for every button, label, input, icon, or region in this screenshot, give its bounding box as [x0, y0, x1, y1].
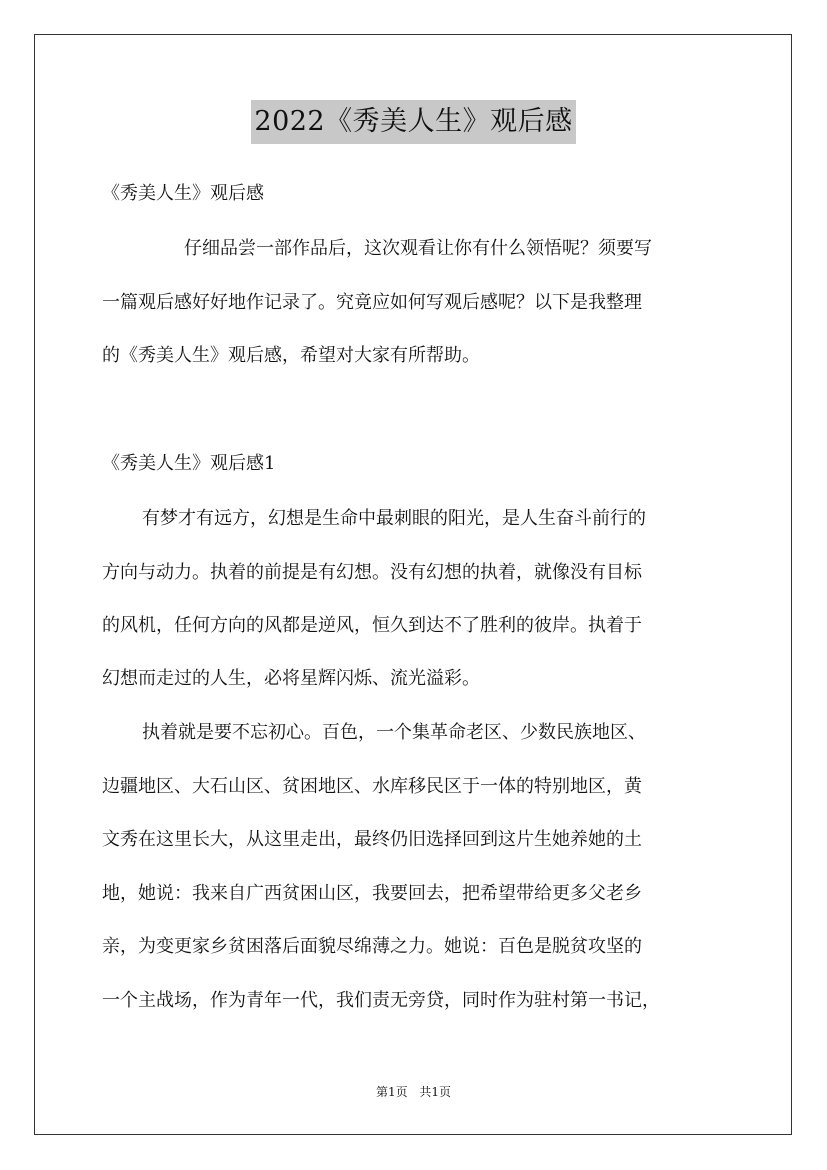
intro-line: 的《秀美人生》观后感，希望对大家有所帮助。	[102, 345, 480, 366]
paragraph-line: 幻想而走过的人生，必将星辉闪烁、流光溢彩。	[102, 668, 480, 689]
intro-line: 一篇观后感好好地作记录了。究竟应如何写观后感呢？以下是我整理	[102, 292, 642, 313]
title-container	[0, 100, 827, 144]
paragraph-line: 地，她说：我来自广西贫困山区，我要回去，把希望带给更多父老乡	[102, 883, 642, 904]
intro-line: 仔细品尝一部作品后，这次观看让你有什么领悟呢？须要写	[184, 238, 652, 259]
paragraph-line: 亲，为变更家乡贫困落后面貌尽绵薄之力。她说：百色是脱贫攻坚的	[102, 936, 642, 957]
page-number: 第1页	[375, 1085, 408, 1099]
page-footer	[0, 1085, 827, 1099]
paragraph-line: 方向与动力。执着的前提是有幻想。没有幻想的执着，就像没有目标	[102, 562, 642, 583]
subheading: 《秀美人生》观后感1	[102, 453, 276, 474]
paragraph-line: 执着就是要不忘初心。百色，一个集革命老区、少数民族地区、	[142, 722, 646, 743]
page-total: 共1页	[419, 1085, 452, 1099]
paragraph-line: 的风机，任何方向的风都是逆风，恒久到达不了胜利的彼岸。执着于	[102, 615, 642, 636]
section-heading: 《秀美人生》观后感	[102, 183, 264, 204]
paragraph-line: 文秀在这里长大，从这里走出，最终仍旧选择回到这片生她养她的土	[102, 829, 642, 850]
paragraph-line: 边疆地区、大石山区、贫困地区、水库移民区于一体的特别地区，黄	[102, 776, 642, 797]
document-title: 2022《秀美人生》观后感	[251, 100, 575, 144]
paragraph-line: 一个主战场，作为青年一代，我们责无旁贷，同时作为驻村第一书记，	[102, 990, 660, 1011]
paragraph-line: 有梦才有远方，幻想是生命中最刺眼的阳光，是人生奋斗前行的	[142, 508, 646, 529]
